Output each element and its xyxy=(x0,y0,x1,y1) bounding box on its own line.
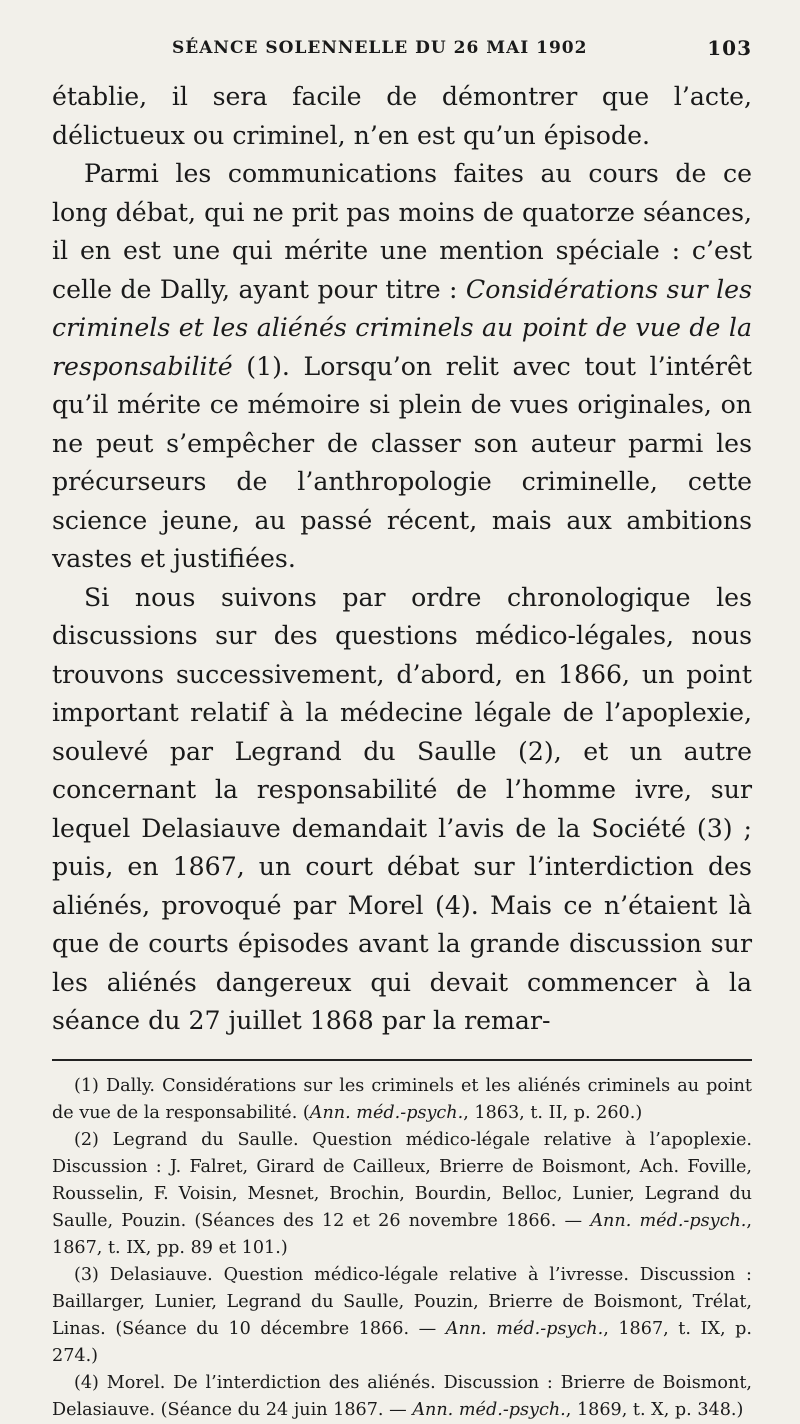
paragraph-3: Si nous suivons par ordre chronologique les discussions sur des questions médico-légales, nous trouvons successivement, d’abord, en 1866, un point important relatif à la médecine légale de l’apoplexie, soulevé par Legrand du Saulle (2), et un autre concernant la responsabilité de l’homme ivre, sur lequel Delasiauve demandait l’avis de la Société (3) ; puis, en 1867, un court débat sur l’interdiction des aliénés, provoqué par Morel (4). Mais ce n’étaient là que de courts épisodes avant la grande discussion sur les aliénés dangereux qui devait commencer à la séance du 27 juillet 1868 par la remar- xyxy=(52,582,752,1035)
paragraph-2 xyxy=(52,155,752,579)
footnote-4-journal: Ann. méd.-psych. xyxy=(412,1399,566,1420)
book-page xyxy=(52,34,752,1424)
footnote-1-text: (1) Dally. Considérations sur les criminels et les aliénés criminels au point de vue de la responsabilité. ( xyxy=(52,1075,752,1123)
footnote-2 xyxy=(52,1127,752,1262)
page-number: 103 xyxy=(707,36,752,60)
footnote-4 xyxy=(52,1370,752,1424)
footnote-1 xyxy=(52,1073,752,1127)
footnote-4-ref: , 1869, t. X, p. 348.) xyxy=(565,1399,744,1420)
footnotes xyxy=(52,1073,752,1424)
footnote-4-text: (4) Morel. De l’interdiction des aliénés. Discussion : Brierre de Boismont, Delasiauve. (Séance du 24 juin 1867. — xyxy=(52,1372,752,1420)
footnote-1-ref: , 1863, t. II, p. 260.) xyxy=(463,1102,643,1123)
footnote-3-ref: , 1867, t. IX, p. 274.) xyxy=(52,1318,752,1366)
footnote-2-journal: Ann. méd.-psych. xyxy=(590,1210,747,1231)
paragraph-2-text-b: (1). Lorsqu’on relit avec tout l’intérêt qu’il mérite ce mémoire si plein de vues originales, on ne peut s’empêcher de classer son auteur parmi les précurseurs de l’anthropologie criminelle, cette science jeune, au passé récent, mais aux ambitions vastes et justifiées. xyxy=(52,351,752,573)
paragraph-2-text-a: Parmi les communications faites au cours de ce long débat, qui ne prit pas moins de quatorze séances, il en est une qui mérite une mention spéciale : c’est celle de Dally, ayant pour titre : xyxy=(52,159,752,304)
footnote-2-ref: , 1867, t. IX, pp. 89 et 101.) xyxy=(52,1210,752,1258)
footnote-2-text: (2) Legrand du Saulle. Question médico-légale relative à l’apoplexie. Discussion : J. Falret, Girard de Cailleux, Brierre de Boismont, Ach. Foville, Rousselin, F. Voisin, Mesnet, Brochin, Bourdin, Belloc, Lunier, Legrand du Saulle, Pouzin. (Séances des 12 et 26 novembre 1866. — xyxy=(52,1129,752,1231)
footnote-1-journal: Ann. méd.-psych. xyxy=(309,1102,464,1123)
running-head xyxy=(52,34,752,70)
footnote-3 xyxy=(52,1262,752,1370)
footnote-3-text: (3) Delasiauve. Question médico-légale relative à l’ivresse. Discussion : Baillarger, Lunier, Legrand du Saulle, Pouzin, Brierre de Boismont, Trélat, Linas. (Séance du 10 décembre 1866. — xyxy=(52,1264,752,1339)
footnote-3-journal: Ann. méd.-psych. xyxy=(445,1318,604,1339)
paragraph-1: établie, il sera facile de démontrer que l’acte, délictueux ou criminel, n’en est qu’un épisode. xyxy=(52,82,752,150)
footnote-rule xyxy=(52,1059,752,1061)
dally-work-title: Considérations sur les criminels et les aliénés criminels au point de vue de la responsabilité xyxy=(52,274,752,381)
running-head-title: SÉANCE SOLENNELLE DU 26 MAI 1902 xyxy=(172,38,588,58)
main-text xyxy=(52,78,752,1041)
